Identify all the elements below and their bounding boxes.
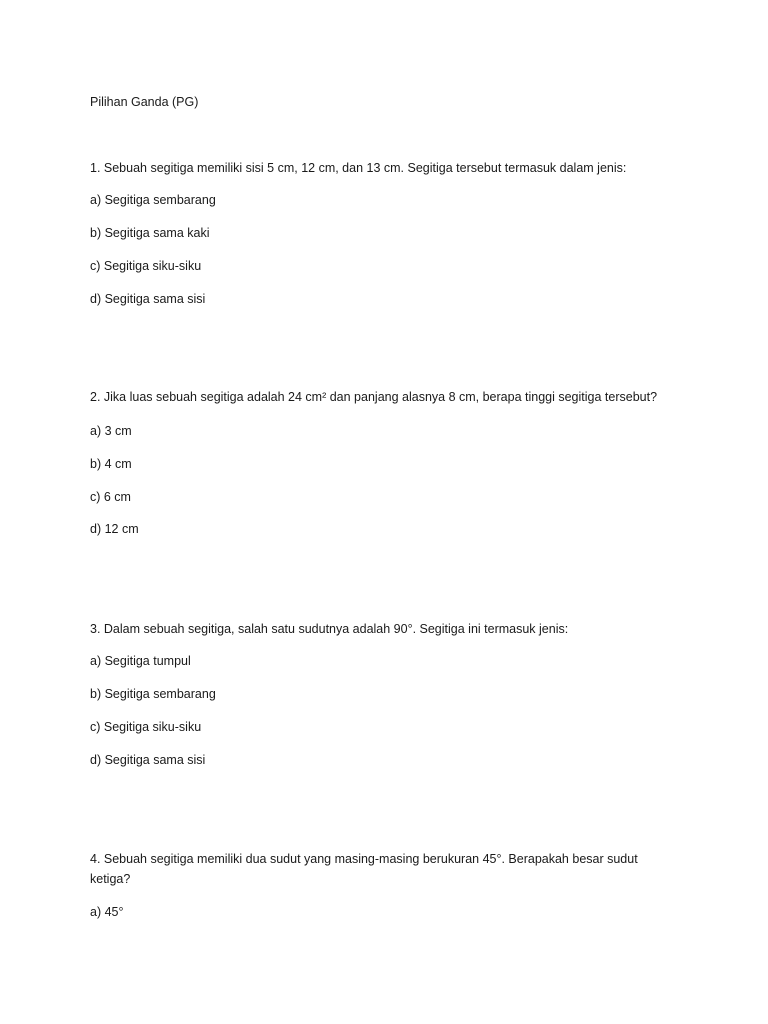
- question-1-option-b: b) Segitiga sama kaki: [90, 226, 210, 240]
- question-3-text: 3. Dalam sebuah segitiga, salah satu sudutnya adalah 90°. Segitiga ini termasuk jenis:: [90, 622, 569, 636]
- question-2-option-d: d) 12 cm: [90, 522, 139, 536]
- question-1-text: 1. Sebuah segitiga memiliki sisi 5 cm, 12 cm, dan 13 cm. Segitiga tersebut termasuk dalam jenis:: [90, 161, 627, 175]
- question-3-option-c: c) Segitiga siku-siku: [90, 720, 202, 734]
- question-3-option-a: a) Segitiga tumpul: [90, 654, 191, 668]
- question-1-option-a: a) Segitiga sembarang: [90, 193, 216, 207]
- question-3-option-d: d) Segitiga sama sisi: [90, 753, 206, 767]
- question-4-option-a: a) 45°: [90, 905, 124, 919]
- question-2-option-c: c) 6 cm: [90, 490, 131, 504]
- question-2-text: 2. Jika luas sebuah segitiga adalah 24 cm² dan panjang alasnya 8 cm, berapa tinggi segitiga tersebut?: [90, 390, 658, 404]
- question-1-option-d: d) Segitiga sama sisi: [90, 292, 206, 306]
- question-3-option-b: b) Segitiga sembarang: [90, 687, 216, 701]
- question-2-option-b: b) 4 cm: [90, 457, 132, 471]
- question-2-option-a: a) 3 cm: [90, 424, 132, 438]
- question-1-option-c: c) Segitiga siku-siku: [90, 259, 202, 273]
- question-4-text: 4. Sebuah segitiga memiliki dua sudut yang masing-masing berukuran 45°. Berapakah besar sudut ketiga?: [90, 852, 638, 886]
- document-heading: Pilihan Ganda (PG): [90, 95, 199, 109]
